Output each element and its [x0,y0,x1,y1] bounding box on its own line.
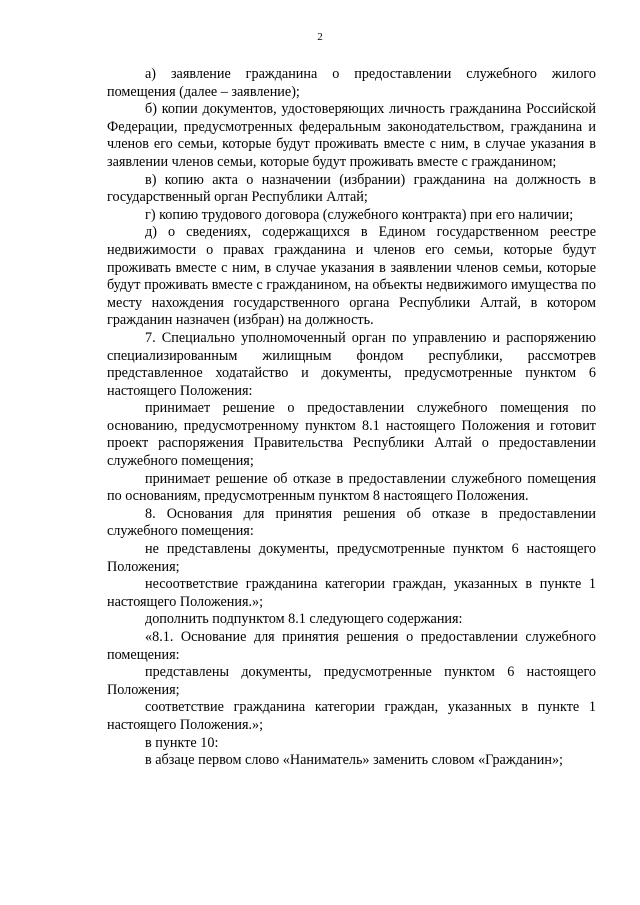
paragraph-7-authorized-body: 7. Специально уполномоченный орган по управлению и распоряжению специализированным жилищным фондом республики, рассмотрев представленное ходатайство и документы, предусмотренные пунктом 6 настоящего Положения: [107,329,596,399]
paragraph-documents-not-provided: не представлены документы, предусмотренные пунктом 6 настоящего Положения; [107,541,596,575]
paragraph-category-mismatch: несоответствие гражданина категории граждан, указанных в пункте 1 настоящего Положения.»; [107,576,596,610]
paragraph-clause-10: в пункте 10: [145,734,219,751]
paragraph-d-registry-info: д) о сведениях, содержащихся в Едином государственном реестре недвижимости о правах гражданина и членов его семьи, которые будут проживать вместе с ним, в случае указания в заявлении членов семьи, которые будут проживать вместе с гражданином, на объекты недвижимого имущества по месту нахождения государственного органа Республики Алтай, в котором гражданин назначен (избран) на должность. [107,224,596,329]
paragraph-decision-grant: принимает решение о предоставлении служебного помещения по основанию, предусмотренному пунктом 8.1 настоящего Положения и готовит проект распоряжения Правительства Республики Алтай о предоставлении служебного помещения; [107,400,596,470]
paragraph-category-match: соответствие гражданина категории граждан, указанных в пункте 1 настоящего Положения.»; [107,699,596,733]
document-body [107,66,596,770]
paragraph-v-appointment-act: в) копию акта о назначении (избрании) гражданина на должность в государственный орган Республики Алтай; [107,171,596,206]
paragraph-b-identity-documents: б) копии документов, удостоверяющих личность гражданина Российской Федерации, предусмотренных федеральным законодательством, гражданина и членов его семьи, которые будут проживать вместе с ним, в случае указания в заявлении членов семьи, которые будут проживать вместе с гражданином; [107,101,596,170]
paragraph-8-1-grant-grounds: «8.1. Основание для принятия решения о предоставлении служебного помещения: [107,629,596,663]
paragraph-documents-provided: представлены документы, предусмотренные пунктом 6 настоящего Положения; [107,664,596,698]
paragraph-decision-refusal: принимает решение об отказе в предоставлении служебного помещения по основаниям, предусмотренным пунктом 8 настоящего Положения. [107,470,596,505]
page-number: 2 [317,31,323,43]
paragraph-g-employment-contract: г) копию трудового договора (служебного контракта) при его наличии; [145,206,574,223]
paragraph-8-refusal-grounds: 8. Основания для принятия решения об отказе в предоставлении служебного помещения: [107,505,596,540]
paragraph-add-subclause: дополнить подпунктом 8.1 следующего содержания: [145,611,463,628]
paragraph-a-application: а) заявление гражданина о предоставлении служебного жилого помещения (далее – заявление); [107,66,596,100]
paragraph-replace-word: в абзаце первом слово «Наниматель» заменить словом «Гражданин»; [145,752,563,769]
